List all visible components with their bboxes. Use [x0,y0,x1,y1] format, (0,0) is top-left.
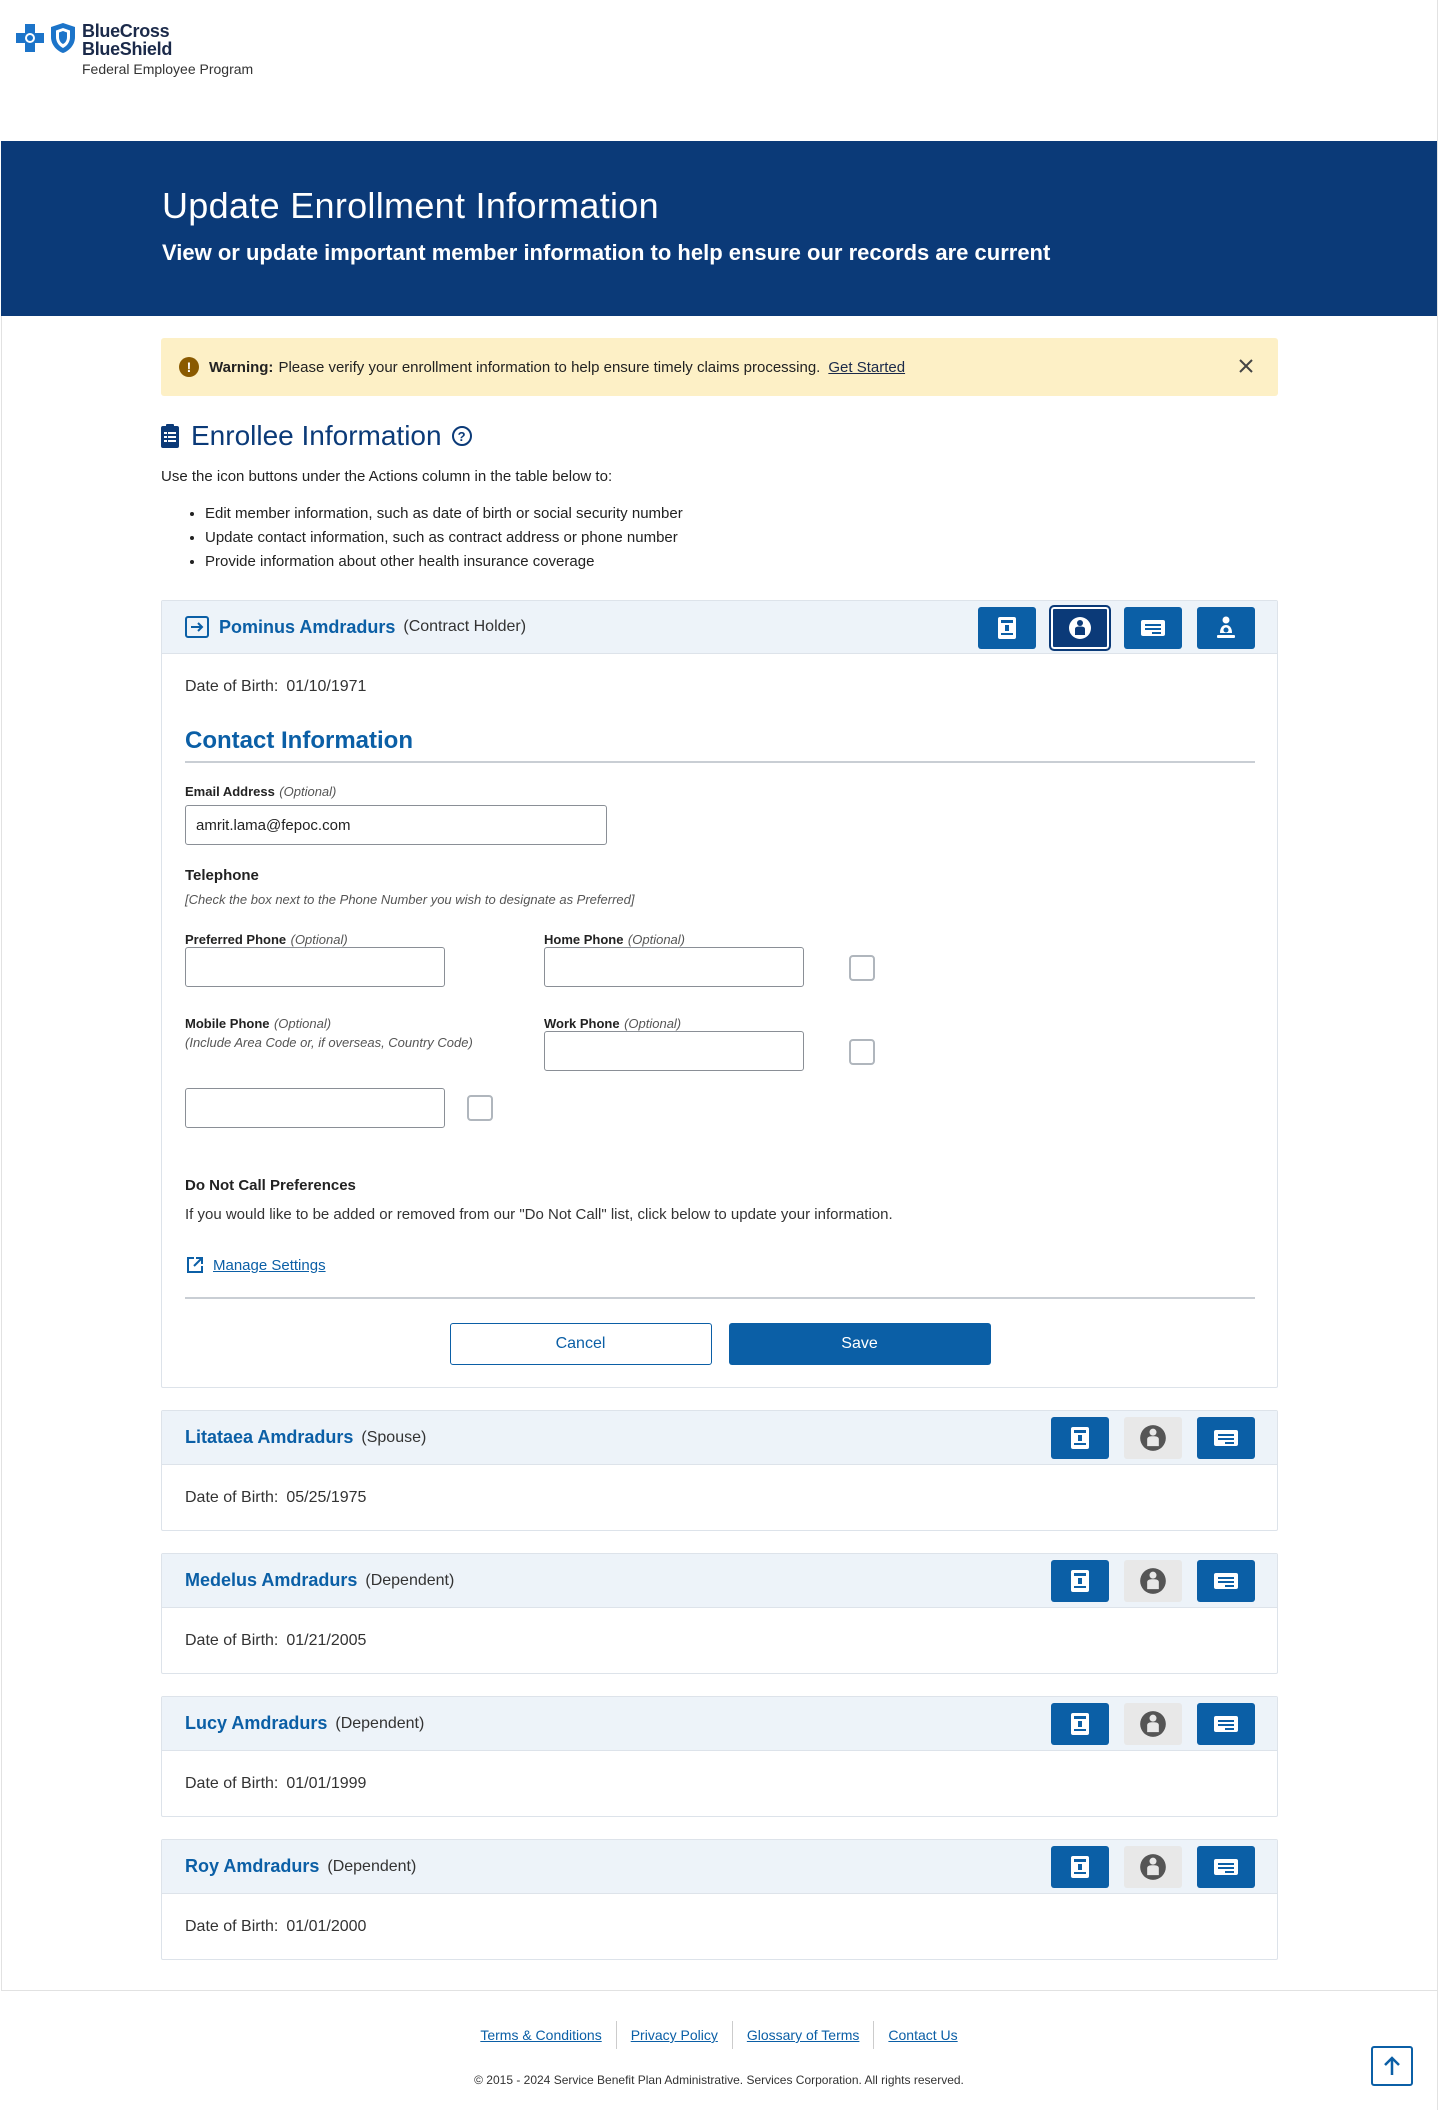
work-phone-label: Work Phone [544,1016,620,1031]
brand-logo[interactable] [14,22,253,76]
cancel-button[interactable]: Cancel [450,1323,712,1365]
manage-settings [185,1255,1255,1275]
page-title: Update Enrollment Information [162,185,659,226]
bullet-item: • Provide information about other health insurance coverage [205,553,1278,570]
manage-settings-link[interactable]: Manage Settings [213,1256,326,1274]
member-name[interactable]: Medelus Amdradurs [185,1570,358,1590]
work-phone-preferred-checkbox[interactable] [849,1039,875,1065]
date-of-birth [185,1751,1255,1816]
do-not-call-title: Do Not Call Preferences [185,1177,356,1194]
logo-line-3: Federal Employee Program [82,61,254,77]
arrow-up-icon [1382,2055,1402,2077]
member-card [161,1553,1278,1674]
member-card-body [162,654,1277,1387]
dob-value: 01/10/1971 [286,677,367,695]
document-icon [161,424,179,448]
optional-tag: (Optional) [627,932,685,947]
member-name[interactable]: Roy Amdradurs [185,1856,320,1876]
card-icon [1140,618,1166,638]
edit-member-info-button[interactable] [1051,1703,1109,1745]
member-card-body [162,1608,1277,1673]
home-phone-label: Home Phone [544,932,624,947]
member-card-header [162,1697,1277,1751]
member-role: (Dependent) [327,1857,417,1875]
logo-marks [14,22,76,54]
dob-value: 01/01/2000 [286,1917,367,1935]
terms-link[interactable]: Terms & Conditions [480,2027,602,2043]
id-badge-icon [996,616,1018,640]
save-button[interactable]: Save [729,1323,991,1365]
member-role: (Spouse) [361,1428,427,1446]
bullet-item: • Update contact information, such as contract address or phone number [205,529,1278,546]
update-contact-info-button-disabled [1124,1703,1182,1745]
external-link-icon [185,1255,205,1275]
expand-arrow-icon[interactable] [185,616,211,638]
member-actions [1051,1560,1255,1602]
do-not-call-text: If you would like to be added or removed from our "Do Not Call" list, click below to update your information. [185,1206,893,1223]
optional-tag: (Optional) [273,1016,332,1031]
dob-value: 01/01/1999 [286,1774,367,1792]
contact-us-link[interactable]: Contact Us [888,2027,958,2043]
warning-text: Please verify your enrollment information to help ensure timely claims processing. [278,358,821,376]
date-of-birth [185,1465,1255,1530]
date-of-birth [185,654,1255,719]
optional-tag: (Optional) [624,1016,682,1031]
edit-member-info-button[interactable] [978,607,1036,649]
warning-banner [161,338,1278,396]
other-coverage-button[interactable] [1197,1846,1255,1888]
phone-fields [185,931,1255,1163]
enrollee-section-header [161,418,1278,454]
member-actions [978,607,1255,649]
member-role: (Contract Holder) [403,618,527,635]
update-contact-info-button-disabled [1124,1417,1182,1459]
member-actions [1051,1703,1255,1745]
mobile-phone-input[interactable] [185,1088,445,1128]
hero-banner [1,141,1437,316]
person-icon [1139,1424,1167,1452]
telephone-title: Telephone [185,867,259,884]
member-card-body [162,1465,1277,1530]
member-name[interactable]: Pominus Amdradurs [219,616,396,637]
enrollee-bullets [161,505,1278,570]
dob-label: Date of Birth: [185,1774,279,1792]
other-coverage-button[interactable] [1124,607,1182,649]
site-header [0,0,1437,141]
dob-value: 05/25/1975 [286,1488,367,1506]
id-badge-icon [1069,1569,1091,1593]
date-of-birth [185,1894,1255,1959]
help-icon[interactable]: ? [452,426,472,446]
person-icon [1139,1710,1167,1738]
footer-links [1,2021,1437,2049]
glossary-link[interactable]: Glossary of Terms [746,2027,860,2043]
other-coverage-button[interactable] [1197,1703,1255,1745]
update-contact-info-button-disabled [1124,1846,1182,1888]
optional-tag: (Optional) [290,932,348,947]
person-icon [1139,1853,1167,1881]
home-phone-preferred-checkbox[interactable] [849,955,875,981]
card-icon [1213,1714,1239,1734]
card-icon [1213,1571,1239,1591]
blueshield-icon [50,22,76,54]
form-buttons [185,1323,1255,1387]
enrollee-intro: Use the icon buttons under the Actions column in the table below to: [161,468,613,485]
mobile-phone-label-group [185,1015,475,1053]
dob-label: Date of Birth: [185,677,279,695]
card-icon [1213,1428,1239,1448]
home-phone-input[interactable] [544,947,804,987]
logo-line-2: BlueShield [82,39,173,59]
dob-label: Date of Birth: [185,1488,279,1506]
exclamation-icon: ! [179,357,199,377]
mobile-phone-preferred-checkbox[interactable] [467,1095,493,1121]
edit-member-info-button[interactable] [1051,1560,1109,1602]
member-card [161,1696,1278,1817]
person-icon [1139,1567,1167,1595]
mobile-phone-label: Mobile Phone [185,1016,270,1031]
member-card-header [162,1554,1277,1608]
member-actions [1051,1417,1255,1459]
id-badge-icon [1069,1426,1091,1450]
member-role: (Dependent) [335,1714,425,1732]
warning-label: Warning: [209,358,274,376]
card-icon [1213,1857,1239,1877]
main-content [161,338,1278,1960]
edit-member-info-button[interactable] [1051,1846,1109,1888]
member-card-header [162,1840,1277,1894]
logo-line-1: BlueCross [82,21,170,41]
preferred-phone-input[interactable] [185,947,445,987]
site-footer [1,1990,1437,2110]
get-started-link[interactable]: Get Started [828,358,906,376]
copyright: © 2015 - 2024 Service Benefit Plan Administrative. Services Corporation. All rights reserved. [474,2073,964,2087]
other-coverage-button[interactable] [1197,1417,1255,1459]
member-card-body [162,1751,1277,1816]
update-contact-info-button-disabled [1124,1560,1182,1602]
id-badge-icon [1069,1855,1091,1879]
member-card [161,1410,1278,1531]
other-coverage-button[interactable] [1197,1560,1255,1602]
member-role: (Dependent) [365,1571,455,1589]
privacy-link[interactable]: Privacy Policy [630,2027,718,2043]
dependent-action-button[interactable] [1197,607,1255,649]
dob-label: Date of Birth: [185,1631,279,1649]
member-card-header [162,1411,1277,1465]
telephone-hint: [Check the box next to the Phone Number you wish to designate as Preferred] [185,892,635,907]
member-card-header [162,601,1277,654]
date-of-birth [185,1608,1255,1673]
dob-value: 01/21/2005 [286,1631,367,1649]
email-label: Email Address [185,784,275,799]
mobile-phone-hint: (Include Area Code or, if overseas, Country Code) [185,1035,473,1050]
id-badge-icon [1069,1712,1091,1736]
dob-label: Date of Birth: [185,1917,279,1935]
close-icon[interactable] [1234,355,1258,379]
form-divider [185,1297,1255,1299]
member-card [161,1839,1278,1960]
enrollee-section-title: Enrollee Information [191,420,442,451]
update-contact-info-button[interactable] [1051,607,1109,649]
optional-tag: (Optional) [279,784,337,799]
email-input[interactable] [185,805,607,845]
work-phone-input[interactable] [544,1031,804,1071]
back-to-top-button[interactable] [1371,2046,1413,2086]
edit-member-info-button[interactable] [1051,1417,1109,1459]
caregiver-icon [1214,615,1238,641]
person-icon [1068,616,1092,640]
page-subtitle: View or update important member information to help ensure our records are current [162,240,1051,265]
member-actions [1051,1846,1255,1888]
bluecross-icon [14,22,46,54]
logo-text [82,22,253,76]
preferred-phone-label: Preferred Phone [185,932,287,947]
member-card-contract-holder [161,600,1278,1388]
member-name[interactable]: Litataea Amdradurs [185,1427,354,1447]
member-card-body [162,1894,1277,1959]
contact-info-title: Contact Information [185,727,1255,763]
bullet-item: • Edit member information, such as date of birth or social security number [205,505,1278,522]
member-name[interactable]: Lucy Amdradurs [185,1713,328,1733]
email-group [185,783,1255,801]
